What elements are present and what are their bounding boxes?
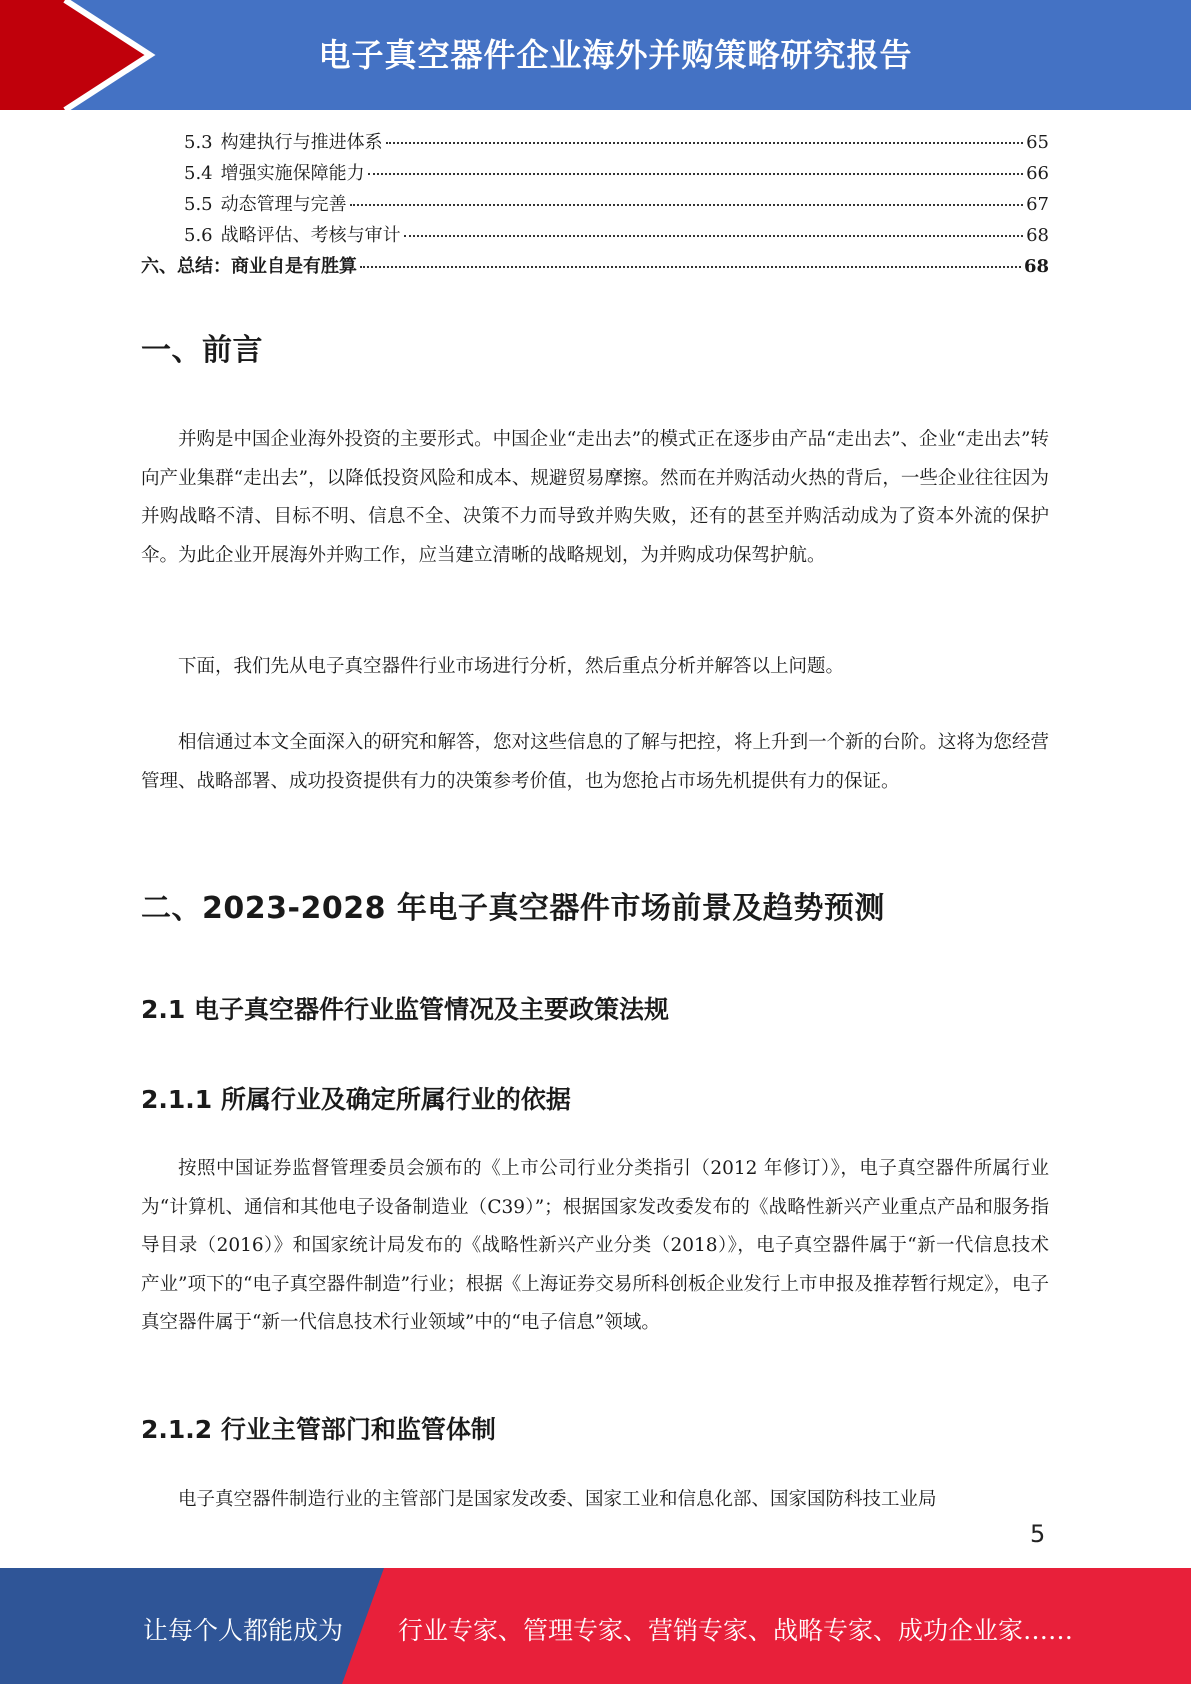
subsubsection-heading: 2.1.1 所属行业及确定所属行业的依据 — [141, 1085, 571, 1114]
page-number: 5 — [1030, 1520, 1046, 1548]
toc-item-page: 65 — [1026, 132, 1049, 153]
paragraph: 并购是中国企业海外投资的主要形式。中国企业“走出去”的模式正在逐步由产品“走出去”、企业“走出去”转向产业集群“走出去”，以降低投资风险和成本、规避贸易摩擦。然而在并购活动火热的背后，一些企业往往因为并购战略不清、目标不明、信息不全、决策不力而导致并购失败，还有的甚至并购活动成为了资本外流的保护伞。为此企业开展海外并购工作，应当建立清晰的战略规划，为并购成功保驾护航。 — [141, 429, 1049, 566]
table-of-contents — [141, 128, 1049, 283]
subsection-2-1-2 — [141, 1410, 1049, 1446]
subsection-2-1-1 — [141, 1080, 1049, 1116]
page-header — [0, 0, 1191, 110]
toc-item-page: 67 — [1026, 194, 1049, 215]
preface-paragraph-1 — [141, 421, 1049, 575]
subsection-2-1 — [141, 990, 1049, 1026]
toc-item[interactable] — [141, 190, 1049, 221]
paragraph: 下面，我们先从电子真空器件行业市场进行分析，然后重点分析并解答以上问题。 — [178, 656, 845, 677]
market-heading: 二、2023-2028 年电子真空器件市场前景及趋势预测 — [141, 891, 885, 926]
toc-item[interactable] — [141, 159, 1049, 190]
industry-paragraph — [141, 1150, 1049, 1343]
toc-item-label: 六、总结：商业自是有胜算 — [141, 256, 357, 277]
preface-heading: 一、前言 — [141, 333, 263, 368]
toc-leader — [386, 142, 1023, 144]
toc-item-number: 5.3 — [184, 132, 213, 153]
toc-leader — [350, 204, 1023, 206]
toc-item-page: 68 — [1026, 225, 1049, 246]
toc-item-page: 68 — [1023, 256, 1049, 277]
paragraph: 按照中国证券监督管理委员会颁布的《上市公司行业分类指引（2012 年修订）》，电子真空器件所属行业为“计算机、通信和其他电子设备制造业（C39）”；根据国家发改委发布的《战略性新兴产业重点产品和服务指导目录（2016）》和国家统计局发布的《战略性新兴产业分类（2018）》，电子真空器件属于“新一代信息技术产业”项下的“电子真空器件制造”行业；根据《上海证券交易所科创板企业发行上市申报及推荐暂行规定》，电子真空器件属于“新一代信息技术行业领域”中的“电子信息”领域。 — [141, 1158, 1049, 1333]
toc-item-number: 5.4 — [184, 163, 213, 184]
toc-item[interactable] — [141, 221, 1049, 252]
regulator-paragraph — [141, 1481, 1049, 1520]
paragraph: 电子真空器件制造行业的主管部门是国家发改委、国家工业和信息化部、国家国防科技工业局 — [178, 1489, 937, 1510]
toc-leader — [404, 235, 1023, 237]
paragraph: 相信通过本文全面深入的研究和解答，您对这些信息的了解与把控，将上升到一个新的台阶。这将为您经营管理、战略部署、成功投资提供有力的决策参考价值，也为您抢占市场先机提供有力的保证。 — [141, 732, 1049, 792]
footer-slogan-left: 让每个人都能成为 — [143, 1616, 344, 1645]
preface-paragraph-3 — [141, 724, 1049, 801]
preface-paragraph-2 — [141, 648, 1049, 687]
page-footer — [0, 1568, 1191, 1684]
toc-item-label: 构建执行与推进体系 — [220, 132, 383, 153]
market-section — [141, 883, 1049, 927]
toc-leader — [368, 173, 1023, 175]
toc-item-number: 5.5 — [184, 194, 213, 215]
subsubsection-heading: 2.1.2 行业主管部门和监管体制 — [141, 1415, 496, 1444]
subsection-heading: 2.1 电子真空器件行业监管情况及主要政策法规 — [141, 995, 669, 1024]
footer-slogan-right: 行业专家、管理专家、营销专家、战略专家、成功企业家…… — [398, 1616, 1074, 1645]
preface-section — [141, 325, 1049, 369]
toc-item[interactable] — [141, 128, 1049, 159]
toc-item-label: 动态管理与完善 — [220, 194, 347, 215]
toc-item-label: 增强实施保障能力 — [220, 163, 365, 184]
toc-item-number: 5.6 — [184, 225, 213, 246]
toc-item-page: 66 — [1026, 163, 1049, 184]
toc-leader — [360, 266, 1021, 268]
report-title: 电子真空器件企业海外并购策略研究报告 — [318, 36, 913, 74]
toc-item-major[interactable] — [141, 252, 1049, 283]
toc-item-label: 战略评估、考核与审计 — [220, 225, 401, 246]
